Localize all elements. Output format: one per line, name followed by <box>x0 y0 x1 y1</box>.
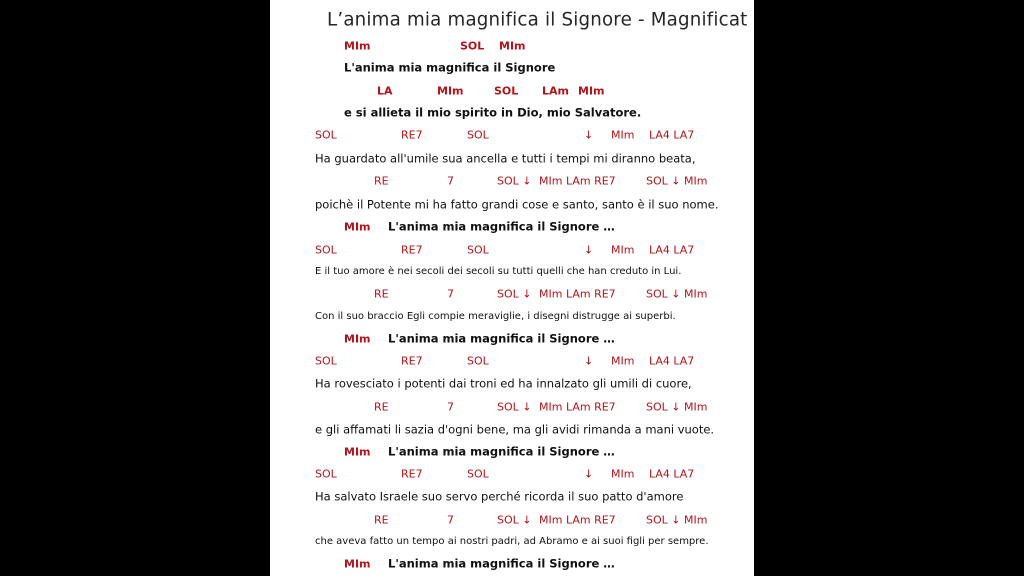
chord: RE <box>374 287 389 301</box>
chord: SOL ↓ MIm <box>646 174 708 188</box>
chord: MIm <box>437 84 464 98</box>
chord: SOL <box>315 243 337 257</box>
chord: SOL ↓ <box>497 513 532 527</box>
chord: MIm <box>344 445 371 459</box>
lyric-line: Ha salvato Israele suo servo perché ricorda il suo patto d'amore <box>315 489 684 504</box>
lyric-line: e gli affamati li sazia d'ogni bene, ma gli avidi rimanda a mani vuote. <box>315 422 715 437</box>
chord: RE7 <box>401 243 423 257</box>
chord: SOL <box>315 467 337 481</box>
chord: SOL ↓ <box>497 287 532 301</box>
chord: RE7 <box>401 354 423 368</box>
chord: LA4 LA7 <box>649 128 695 142</box>
lyric-line: E il tuo amore è nei secoli dei secoli su tutti quelli che han creduto in Lui. <box>315 266 682 277</box>
chord: RE7 <box>401 467 423 481</box>
lyric-line: Con il suo braccio Egli compie meraviglie, i disegni distrugge ai superbi. <box>315 311 676 322</box>
chord: LA <box>377 84 393 98</box>
chord-arrow: ↓ <box>584 354 594 368</box>
chord: SOL ↓ MIm <box>646 287 708 301</box>
chord: SOL <box>467 467 489 481</box>
chord: RE <box>374 174 389 188</box>
chord: SOL ↓ MIm <box>646 400 708 414</box>
chord: LA4 LA7 <box>649 243 695 257</box>
chord-arrow: ↓ <box>584 243 594 257</box>
chord-arrow: ↓ <box>584 467 594 481</box>
chord: MIm <box>611 467 635 481</box>
chord: RE <box>374 513 389 527</box>
chord: SOL <box>460 39 485 53</box>
refrain-line: L'anima mia magnifica il Signore … <box>388 219 615 234</box>
chord: MIm LAm RE7 <box>539 400 616 414</box>
chord: SOL <box>467 128 489 142</box>
lyric-line: L'anima mia magnifica il Signore <box>344 60 556 75</box>
chord: 7 <box>447 400 454 414</box>
chord: LAm <box>542 84 569 98</box>
chord: MIm <box>344 39 371 53</box>
chord: 7 <box>447 513 454 527</box>
lyric-line: e si allieta il mio spirito in Dio, mio Salvatore. <box>344 105 642 120</box>
chord: MIm <box>611 354 635 368</box>
chord-arrow: ↓ <box>584 128 594 142</box>
chord: SOL <box>467 243 489 257</box>
chord: MIm <box>611 243 635 257</box>
chord: LA4 LA7 <box>649 354 695 368</box>
lyric-line: Ha guardato all'umile sua ancella e tutti i tempi mi diranno beata, <box>315 151 696 166</box>
song-title: L’anima mia magnifica il Signore - Magnificat <box>327 8 748 31</box>
chord: MIm <box>578 84 605 98</box>
chord: RE <box>374 400 389 414</box>
lyric-line: poichè il Potente mi ha fatto grandi cose e santo, santo è il suo nome. <box>315 197 719 212</box>
chord: LA4 LA7 <box>649 467 695 481</box>
chord: SOL <box>315 128 337 142</box>
chord: SOL <box>467 354 489 368</box>
chord: SOL ↓ <box>497 174 532 188</box>
refrain-line: L'anima mia magnifica il Signore … <box>388 331 615 346</box>
chord: SOL <box>494 84 519 98</box>
chord: SOL ↓ <box>497 400 532 414</box>
chord: MIm LAm RE7 <box>539 513 616 527</box>
chord: MIm LAm RE7 <box>539 174 616 188</box>
chord: SOL <box>315 354 337 368</box>
chord: MIm <box>611 128 635 142</box>
refrain-line: L'anima mia magnifica il Signore … <box>388 556 615 571</box>
chord: RE7 <box>401 128 423 142</box>
chord: MIm <box>344 557 371 571</box>
lyric-line: Ha rovesciato i potenti dai troni ed ha innalzato gli umili di cuore, <box>315 376 692 391</box>
lyric-line: che aveva fatto un tempo ai nostri padri, ad Abramo e ai suoi figli per sempre. <box>315 536 709 547</box>
chord: MIm <box>344 332 371 346</box>
chord: MIm <box>344 220 371 234</box>
refrain-line: L'anima mia magnifica il Signore … <box>388 444 615 459</box>
chord: SOL ↓ MIm <box>646 513 708 527</box>
chord: MIm <box>499 39 526 53</box>
chord: MIm LAm RE7 <box>539 287 616 301</box>
lyrics-sheet <box>270 0 754 576</box>
chord: 7 <box>447 174 454 188</box>
chord: 7 <box>447 287 454 301</box>
